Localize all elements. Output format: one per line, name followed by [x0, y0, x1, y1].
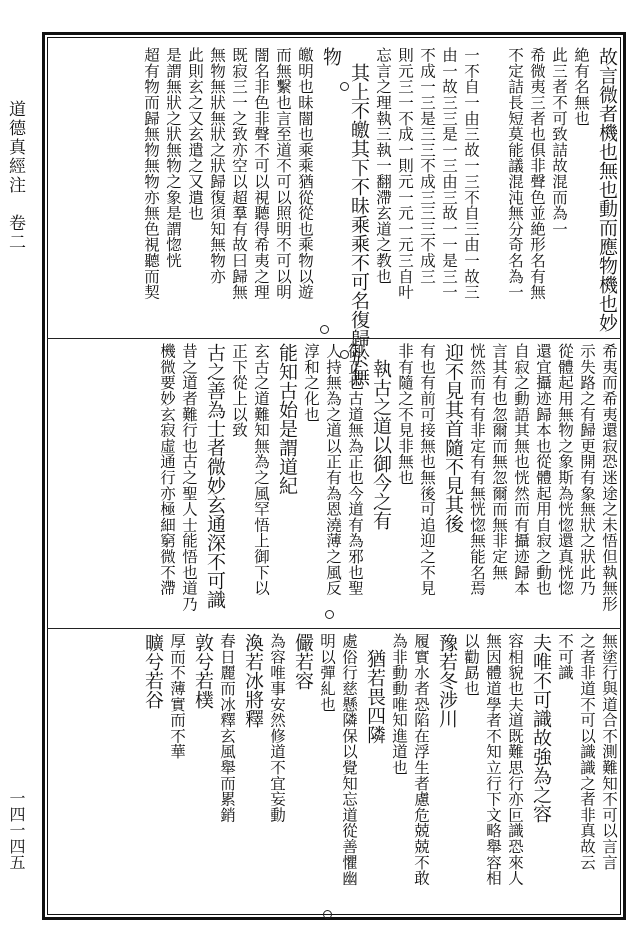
commentary-text-column: 以勸勗也	[462, 633, 480, 697]
commentary-text-column: 言其有也忽爾而無忽爾而無非定無	[490, 343, 508, 580]
section-mark-circle	[340, 350, 349, 359]
commentary-text-column: 履實水者恐陷在浮生者慮危兢兢不敢	[412, 633, 430, 886]
commentary-text-column: 由一故三三是一三由三故一一是三一	[440, 47, 458, 300]
scripture-text-column: 敦兮若樸	[192, 633, 214, 709]
commentary-text-column: 人持無為之道以正有為恩澆薄之風反	[324, 343, 342, 596]
commentary-text-column: 還宜攝迹歸本也從體起用自寂之動也	[534, 343, 552, 596]
book-title: 道德真經注 卷二	[5, 100, 25, 252]
commentary-text-column: 自寂之動語其無也恍然而有攝迹歸本	[512, 343, 530, 596]
section-mark-circle	[320, 325, 329, 334]
scripture-text-column: 古之善為士者微妙玄通深不可識	[204, 343, 226, 609]
commentary-text-column: 是謂無狀之狀無物之象是謂惚恍	[164, 47, 182, 269]
section-divider-2	[47, 628, 621, 629]
commentary-text-column: 昔之道者難行也古之聖人士能悟也道乃	[180, 343, 198, 612]
column-group-bottom	[52, 633, 616, 913]
section-divider-1	[47, 338, 621, 339]
commentary-text-column: 為非動動唯知進道也	[390, 633, 408, 776]
commentary-text-column: 春日麗而冰釋玄風舉而累銷	[218, 633, 236, 823]
section-mark-circle	[340, 82, 349, 91]
scripture-text-column: 猶若畏四隣	[364, 649, 386, 744]
text-band-middle	[52, 343, 616, 624]
commentary-text-column: 為容唯事安然修道不宜妄動	[268, 633, 286, 823]
commentary-text-column: 此則玄之又玄遣之又遣也	[186, 47, 204, 221]
commentary-text-column: 淳和之化也	[302, 343, 320, 422]
section-mark-circle	[323, 910, 332, 919]
commentary-text-column: 容相貌也夫道既難思行亦叵識恐來人	[506, 633, 524, 886]
commentary-text-column: 之者非道不可以識識之者非真故云	[578, 633, 596, 870]
commentary-text-column: 絶有名無也	[572, 47, 590, 126]
commentary-text-column: 厚而不薄實而不華	[168, 633, 186, 760]
commentary-text-column: 處俗行慈懸隣保以覺知忘道從善懼幽	[340, 633, 358, 886]
commentary-text-column: 超有物而歸無物無物亦無色視聽而契	[142, 47, 160, 300]
commentary-text-column: 闇名非色非聲不可以視聽得希夷之理	[252, 47, 270, 300]
scripture-text-column: 執古之道以御今之有	[370, 359, 392, 530]
commentary-text-column: 不定詰長短莫能議混沌無分奇名為一	[506, 47, 524, 300]
commentary-text-column: 示失路之有歸更開有象無狀之狀此乃	[578, 343, 596, 596]
page-number: 一四一四五	[7, 790, 26, 870]
commentary-text-column: 非有隨之不見非無也	[396, 343, 414, 486]
commentary-text-column: 此三者不可致詰故混而為一	[550, 47, 568, 237]
section-mark-circle	[325, 610, 334, 619]
scripture-text-column: 豫若冬涉川	[436, 633, 458, 728]
scripture-text-column: 曠兮若谷	[142, 633, 164, 709]
scripture-text-column: 渙若冰將釋	[242, 633, 264, 728]
commentary-text-column	[478, 47, 500, 333]
scripture-text-column: 能知古始是謂道紀	[276, 343, 298, 495]
commentary-text-column: 則元三一不成一則元一元一元三自叶	[396, 47, 414, 300]
commentary-text-column: 希微夷三者也俱非聲色並絶形名有無	[528, 47, 546, 300]
scripture-text-column: 迎不見其首隨不見其後	[442, 343, 464, 533]
commentary-text-column: 機微要妙玄寂虛通行亦極細窮微不滯	[158, 343, 176, 596]
commentary-text-column: 正下從上以致	[230, 343, 248, 438]
text-band-bottom	[52, 633, 616, 913]
scripture-text-column: 故言微者機也無也動而應物機也妙	[596, 47, 618, 332]
commentary-text-column: 不成一三是三三不成三三三不成三	[418, 47, 436, 284]
commentary-text-column: 明以彈糺也	[318, 633, 336, 712]
commentary-text-column: 御正也古道無為正也今道有為邪也聖	[346, 343, 364, 596]
commentary-text-column: 而無繫也言至道不可以照明不可以明	[274, 47, 292, 300]
commentary-text-column: 恍然而有有非定有有無恍惚無能名焉	[468, 343, 486, 596]
commentary-text-column: 希夷而希夷還寂恐迷途之未悟但執無形	[600, 343, 618, 612]
commentary-text-column: 一不自一由三故一三不自三由一故三	[462, 47, 480, 300]
commentary-text-column: 不可識	[556, 633, 574, 681]
commentary-text-column: 皦明也昧闇也乘乘猶從從也乘物以遊	[296, 47, 314, 300]
commentary-text-column: 既寂三一之致亦空以超羣有故曰歸無	[230, 47, 248, 300]
scripture-text-column: 儼若容	[292, 633, 314, 690]
commentary-text-column: 有也有前可接無也無後可追迎之不見	[418, 343, 436, 596]
scripture-text-column: 夫唯不可識故強為之容	[530, 633, 552, 823]
commentary-text-column: 玄古之道難知無為之風罕悟上御下以	[252, 343, 270, 596]
commentary-text-column: 從體起用無物之象斯為恍惚還真恍惚	[556, 343, 574, 596]
commentary-text-column: 無因體道學者不知立行下文略舉容相	[484, 633, 502, 886]
commentary-text-column: 忘言之理執三執一翻滯玄道之教也	[374, 47, 392, 284]
scripture-text-column: 物	[320, 47, 342, 66]
commentary-text-column: 無物無狀無狀之狀歸復須知無物亦	[208, 47, 226, 284]
scripture-text-column: 其上不皦其下不昧乘乘不可名復歸於無	[348, 63, 370, 386]
column-group-middle	[52, 343, 616, 624]
commentary-text-column: 無塗行與道合不測難知不可以言言	[600, 633, 618, 870]
